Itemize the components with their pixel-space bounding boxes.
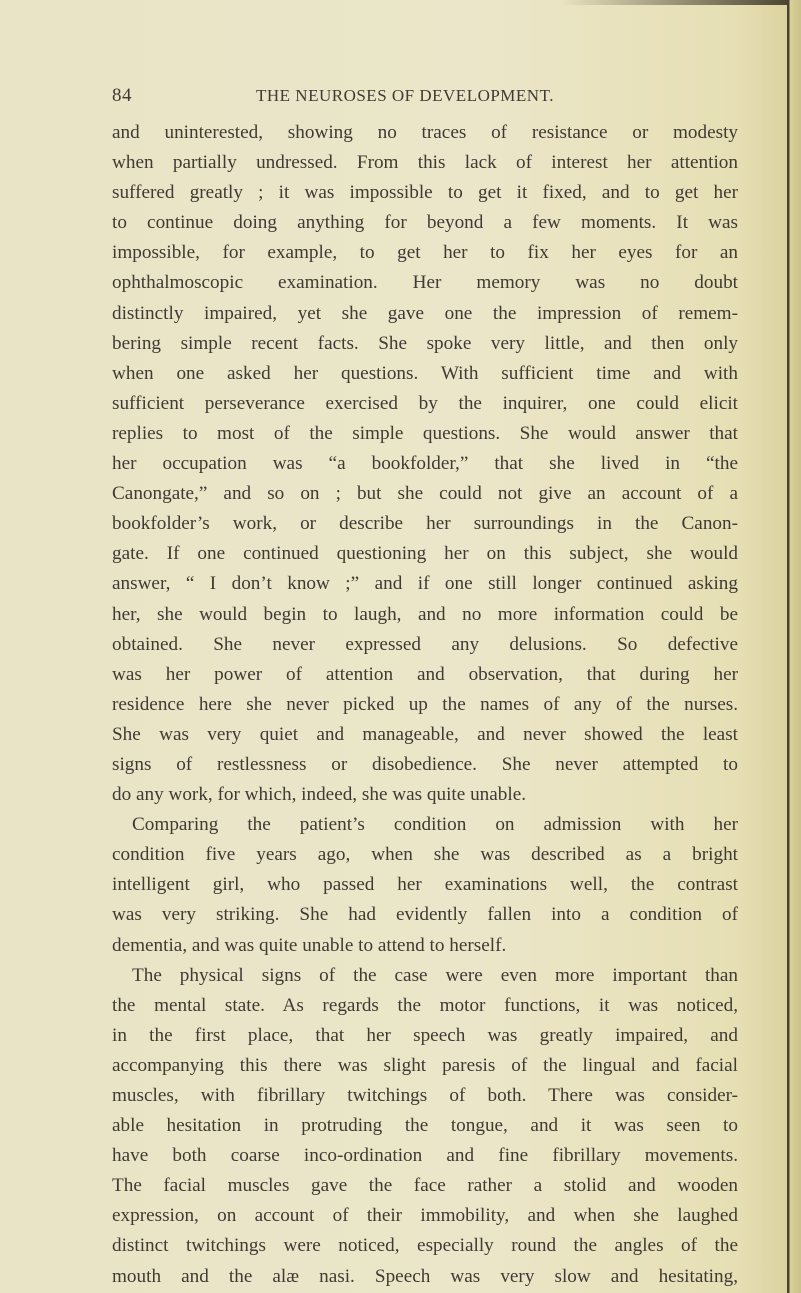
text-line: her occupation was “a bookfolder,” that she lived in “the (112, 453, 738, 475)
text-line: intelligent girl, who passed her examinations well, the contrast (112, 874, 738, 896)
text-line: accompanying this there was slight paresis of the lingual and facial (112, 1054, 738, 1076)
text-line: do any work, for which, indeed, she was quite unable. (112, 784, 527, 806)
text-line: distinct twitchings were noticed, especially round the angles of the (112, 1235, 738, 1257)
text-line: The facial muscles gave the face rather a stolid and wooden (112, 1175, 738, 1197)
text-line: dementia, and was quite unable to attend to herself. (112, 934, 507, 956)
text-line: condition five years ago, when she was described as a bright (112, 844, 738, 866)
text-line: distinctly impaired, yet she gave one the impression of remem- (112, 302, 738, 324)
text-line: her, she would begin to laugh, and no more information could be (112, 603, 738, 625)
text-line: answer, “ I don’t know ;” and if one still longer continued asking (112, 573, 738, 595)
text-line: in the first place, that her speech was greatly impaired, and (112, 1024, 738, 1046)
page-shadow-top (560, 0, 801, 5)
text-line: gate. If one continued questioning her on this subject, she would (112, 543, 738, 565)
running-title: THE NEUROSES OF DEVELOPMENT. (256, 86, 554, 105)
text-line: and uninterested, showing no traces of resistance or modesty (112, 122, 738, 143)
text-line: when one asked her questions. With sufficient time and with (112, 362, 738, 384)
text-line: obtained. She never expressed any delusions. So defective (112, 633, 738, 655)
running-header (112, 85, 738, 111)
text-line: mouth and the alæ nasi. Speech was very slow and hesitating, (112, 1265, 738, 1287)
text-line: was very striking. She had evidently fallen into a condition of (112, 904, 738, 926)
text-line: to continue doing anything for beyond a few moments. It was (112, 212, 738, 234)
text-line: ophthalmoscopic examination. Her memory was no doubt (112, 272, 738, 294)
body-text (112, 118, 738, 1292)
text-line: She was very quiet and manageable, and never showed the least (112, 723, 738, 745)
text-line: when partially undressed. From this lack of interest her attention (112, 152, 738, 174)
text-line: bookfolder’s work, or describe her surroundings in the Canon- (112, 513, 738, 535)
text-line: replies to most of the simple questions. She would answer that (112, 422, 738, 444)
text-line: expression, on account of their immobility, and when she laughed (112, 1205, 738, 1227)
text-line: have both coarse inco-ordination and fine fibrillary movements. (112, 1145, 738, 1167)
text-line: signs of restlessness or disobedience. She never attempted to (112, 753, 738, 775)
text-line: sufficient perseverance exercised by the inquirer, one could elicit (112, 392, 738, 414)
text-line: bering simple recent facts. She spoke very little, and then only (112, 332, 738, 354)
text-line: Comparing the patient’s condition on admission with her (132, 814, 738, 836)
page-number: 84 (112, 85, 132, 106)
text-line: Canongate,” and so on ; but she could not give an account of a (112, 483, 738, 505)
text-line: was her power of attention and observation, that during her (112, 663, 738, 685)
text-line: The physical signs of the case were even more important than (132, 964, 738, 986)
text-line: muscles, with fibrillary twitchings of both. There was consider- (112, 1085, 738, 1106)
text-line: the mental state. As regards the motor functions, it was noticed, (112, 994, 738, 1016)
text-line: able hesitation in protruding the tongue, and it was seen to (112, 1115, 738, 1137)
text-line: residence here she never picked up the names of any of the nurses. (112, 693, 738, 715)
page-edge (787, 0, 801, 1293)
text-line: suffered greatly ; it was impossible to get it fixed, and to get her (112, 182, 738, 204)
text-line: impossible, for example, to get her to fix her eyes for an (112, 242, 738, 264)
